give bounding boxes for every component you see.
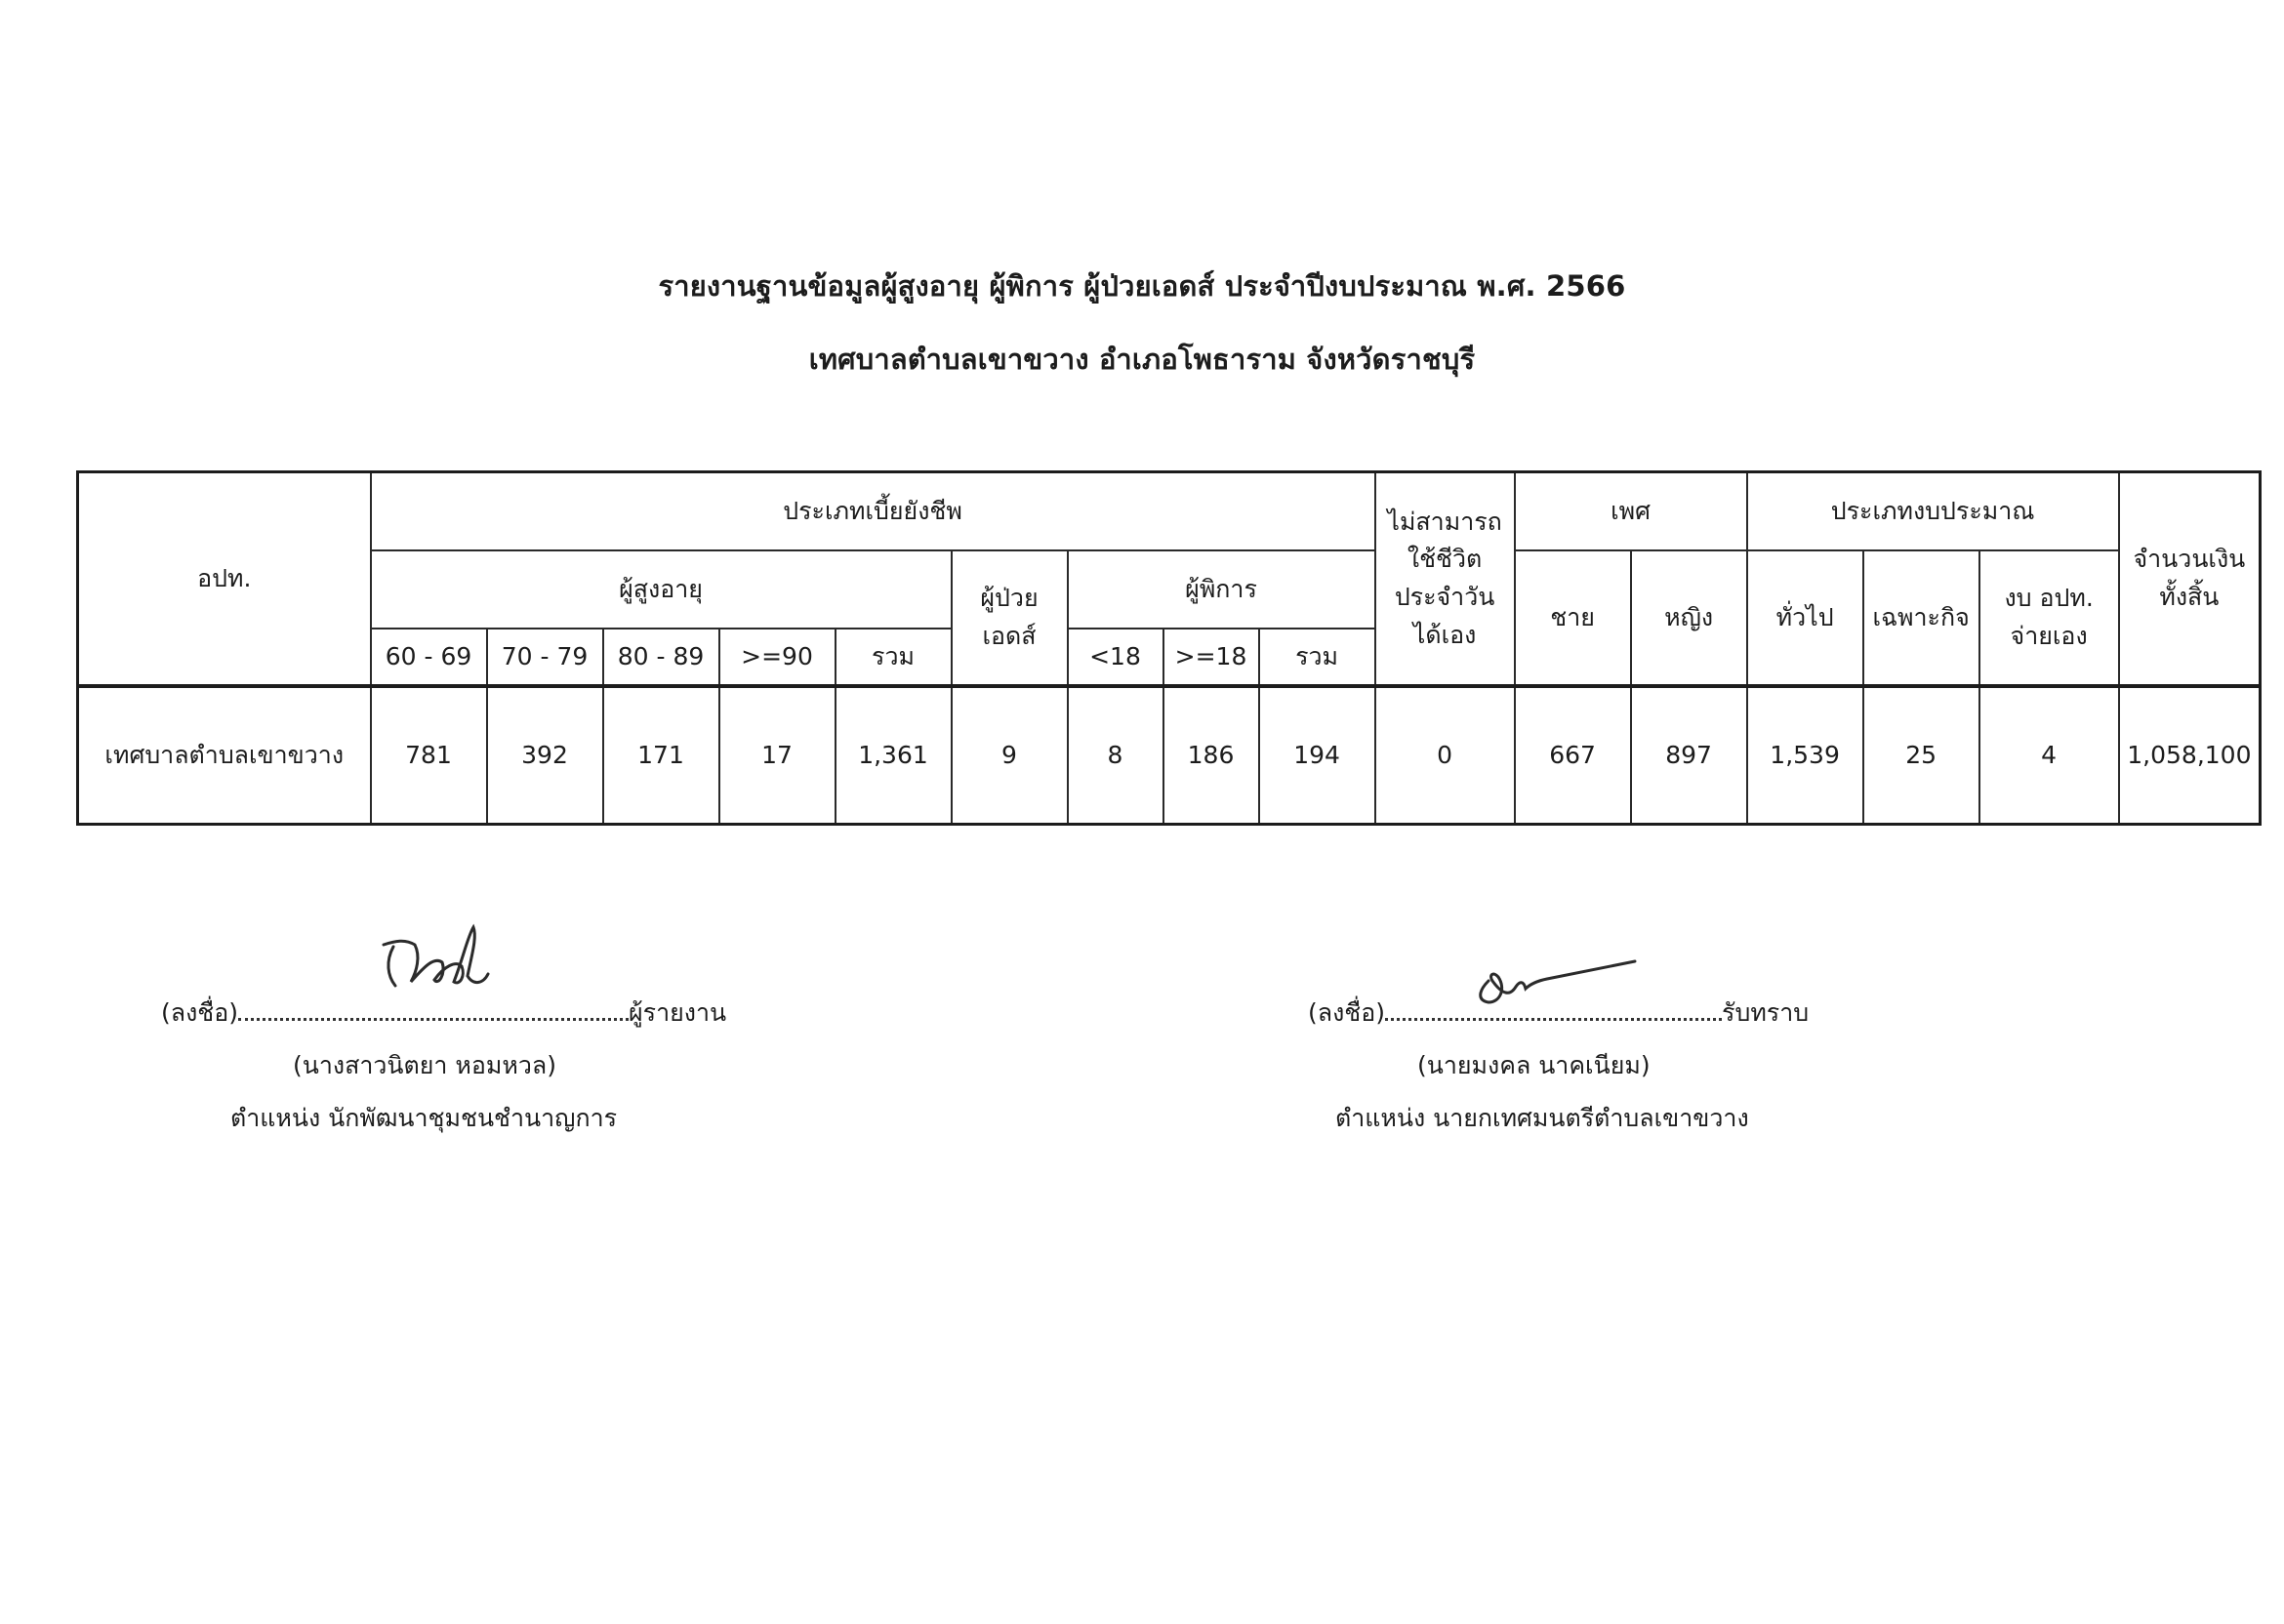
header-female: หญิง [1631, 550, 1747, 686]
report-table [76, 470, 2262, 826]
header-dis-18-plus: >=18 [1163, 629, 1259, 686]
header-age-90-plus: >=90 [719, 629, 836, 686]
cell-male: 667 [1515, 686, 1631, 825]
header-age-60-69: 60 - 69 [371, 629, 487, 686]
header-elderly: ผู้สูงอายุ [371, 550, 952, 629]
cell-self-budget: 4 [1979, 686, 2119, 825]
cell-female: 897 [1631, 686, 1747, 825]
header-male: ชาย [1515, 550, 1631, 686]
header-age-70-79: 70 - 79 [487, 629, 603, 686]
header-aids: ผู้ป่วย เอดส์ [952, 550, 1068, 686]
cell-dis-total: 194 [1259, 686, 1375, 825]
cell-elderly-total: 1,361 [836, 686, 952, 825]
left-sign-dots [238, 996, 629, 1021]
report-subtitle: เทศบาลตำบลเขาขวาง อำเภอโพธาราม จังหวัดราชบุรี [808, 343, 1476, 376]
header-gender: เพศ [1515, 472, 1747, 551]
header-dis-total: รวม [1259, 629, 1375, 686]
cell-org: เทศบาลตำบลเขาขวาง [78, 686, 371, 825]
header-age-80-89: 80 - 89 [603, 629, 719, 686]
header-total-amount: จำนวนเงิน ทั้งสิ้น [2119, 472, 2261, 687]
header-budget-type: ประเภทงบประมาณ [1747, 472, 2119, 551]
cell-general: 1,539 [1747, 686, 1863, 825]
cell-dis-18-plus: 186 [1163, 686, 1259, 825]
cell-age-70-79: 392 [487, 686, 603, 825]
cell-age-90-plus: 17 [719, 686, 836, 825]
header-self-budget: งบ อปท. จ่ายเอง [1979, 550, 2119, 686]
cell-aids: 9 [952, 686, 1068, 825]
header-disabled: ผู้พิการ [1068, 550, 1375, 629]
table-row [78, 686, 2261, 825]
header-elderly-total: รวม [836, 629, 952, 686]
right-sign-prefix: (ลงชื่อ) [1308, 998, 1386, 1027]
cell-specific: 25 [1863, 686, 1979, 825]
header-unable: ไม่สามารถ ใช้ชีวิต ประจำวัน ได้เอง [1375, 472, 1515, 687]
header-allowance-type: ประเภทเบี้ยยังชีพ [371, 472, 1375, 551]
right-sign-dots [1385, 996, 1722, 1021]
left-signer-position: ตำแหน่ง นักพัฒนาชุมชนชำนาญการ [230, 1104, 618, 1132]
left-signer-name: (นางสาวนิตยา หอมหวล) [293, 1051, 556, 1079]
left-sign-line [161, 994, 726, 1033]
cell-dis-under18: 8 [1068, 686, 1163, 825]
cell-unable: 0 [1375, 686, 1515, 825]
cell-total-amount: 1,058,100 [2119, 686, 2261, 825]
left-sign-suffix: ผู้รายงาน [629, 998, 727, 1027]
report-title: รายงานฐานข้อมูลผู้สูงอายุ ผู้พิการ ผู้ป่วยเอดส์ ประจำปีงบประมาณ พ.ศ. 2566 [658, 269, 1626, 303]
cell-age-80-89: 171 [603, 686, 719, 825]
header-dis-under18: <18 [1068, 629, 1163, 686]
header-specific: เฉพาะกิจ [1863, 550, 1979, 686]
right-signer-name: (นายมงคล นาคเนียม) [1417, 1051, 1651, 1079]
right-sign-line [1308, 994, 1809, 1033]
header-org: อปท. [78, 472, 371, 687]
right-signer-position: ตำแหน่ง นายกเทศมนตรีตำบลเขาขวาง [1335, 1104, 1749, 1132]
cell-age-60-69: 781 [371, 686, 487, 825]
left-sign-prefix: (ลงชื่อ) [161, 998, 239, 1027]
right-sign-suffix: รับทราบ [1722, 998, 1810, 1027]
header-general: ทั่วไป [1747, 550, 1863, 686]
